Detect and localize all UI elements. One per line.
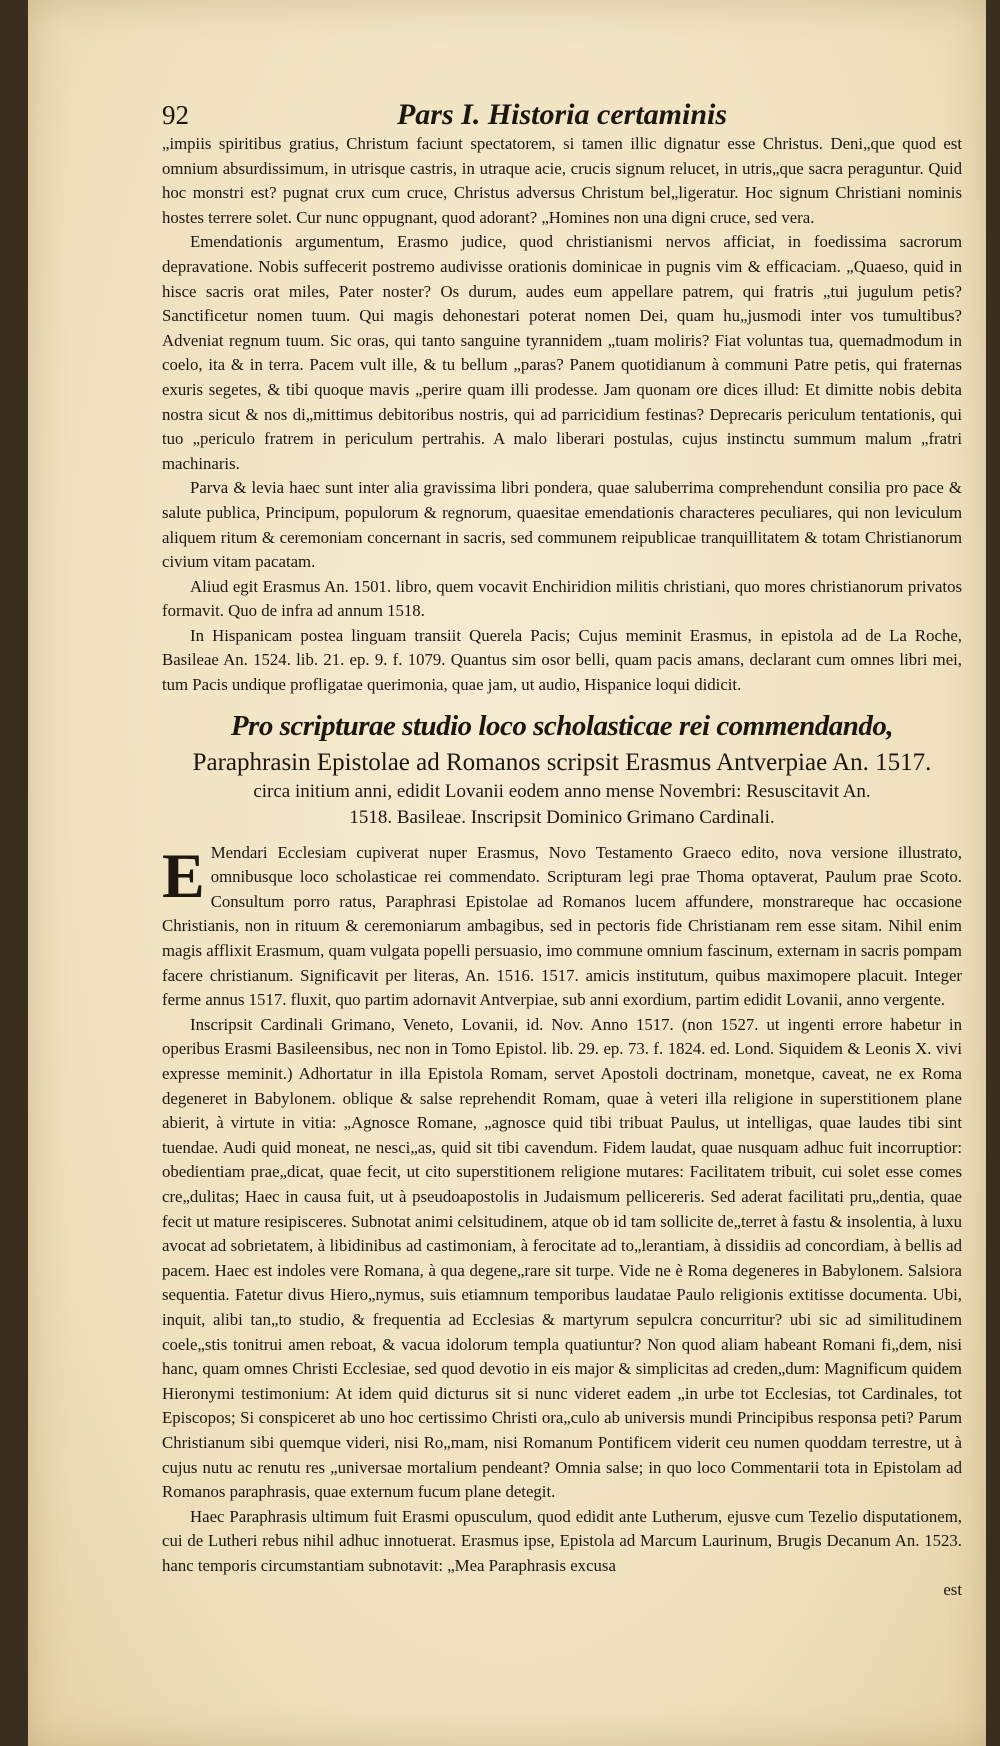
paragraph [162,841,962,1013]
section-heading: Pro scripturae studio loco scholasticae rei commendando, [230,709,894,742]
paragraph: Emendationis argumentum, Erasmo judice, quod christianismi nervos afficiat, in foedissima sacrorum depravatione. Nobis suffecerit postremo audivisse orationis dominicae in pugnis vim & efficaciam. „Quaeso, quid in hisce sacris orat miles, Pater noster? Os durum, audes eum appellare patrem, qui fratris „tui jugulum petis? Sanctificetur nomen tuum. Qui magis dehonestari poterat nomen Dei, quam hu„jusmodi inter vos tumultibus? Adveniat regnum tuum. Sic oras, qui tanto sanguine tyrannidem „tuam moliris? Fiat voluntas tua, quemadmodum in coelo, ita & in terra. Pacem vult ille, & tu bellum „paras? Panem quotidianum à communi Patre petis, qui fraternas exuris segetes, & tibi quoque mavis „perire quam illi prodesse. Jam quonam ore dices illud: Et dimitte nobis debita nostra sicut & nos di„mittimus debitoribus nostris, qui ad parricidium festinas? Deprecaris periculum tentationis, qui tuo „periculo fratrem in periculum pertrahis. A malo liberari postulas, cujus instinctu summum malum „fratri machinaris. [162,232,962,473]
heading-line: Paraphrasin Epistolae ad Romanos scripsit Erasmus Antverpiae An. 1517. [192,748,932,776]
book-page [28,0,986,1746]
paragraph: „impiis spiritibus gratius, Christum faciunt spectatorem, si tamen illic dignatur esse Christus. Deni„que quod est omnium absurdissimum, in utrisque castris, in utraque acie, crucis signum relucet, in utris„que sacra peraguntur. Quid hoc monstri est? pugnat crux cum cruce, Christus adversus Christum bel„ligeratur. Hoc signum Christiani nominis hostes terrere solet. Cur nunc oppugnant, quod adorant? „Homines non una digni cruce, sed vera. [162,134,962,227]
paragraph: Aliud egit Erasmus An. 1501. libro, quem vocavit Enchiridion militis christiani, quo mores christianorum privatos formavit. Quo de infra ad annum 1518. [162,576,962,621]
text-block [162,98,962,1600]
running-head-title: Pars I. Historia certaminis [396,98,728,131]
paragraph: In Hispanicam postea linguam transiit Querela Pacis; Cujus meminit Erasmus, in epistola ad de La Roche, Basileae An. 1524. lib. 21. ep. 9. f. 1079. Quantus sim osor belli, quam pacis amans, declarant cum omnes libri mei, tum Pacis undique profligatae querimonia, quae jam, ut audio, Hispanice loqui didicit. [162,625,962,695]
heading-line: 1518. Basileae. Inscripsit Dominico Grimano Cardinali. [349,806,775,828]
paragraph: Parva & levia haec sunt inter alia gravissima libri pondera, quae saluberrima comprehendunt consilia pro pace & salute publica, Principum, populorum & regnorum, quaesitae emendationis characteres peculiares, qui non leviculum aliquem ritum & ceremoniam concernant in sacris, sed communem reipublicae tranquillitatem & totam Christianorum civium vitam pacatam. [162,478,962,572]
paragraph-text: Mendari Ecclesiam cupiverat nuper Erasmus, Novo Testamento Graeco edito, nova versione illustrato, omnibusque loco scholasticae rei commendato. Scripturam legi prae Thoma optaverat, Paulum prae Scoto. Consultum porro ratus, Paraphrasi Epistolae ad Romanos lucem affundere, monstrareque hac occasione Christianis, non in rituum & ceremoniarum ambagibus, sed in pectoris fide Christianam rem esse sitam. Nihil enim magis afflixit Erasmum, quam vulgata popelli persuasio, imo commune omnium fascinum, externam in sacris pompam facere christianum. Significavit per literas, An. 1516. 1517. amicis institutum, quibus maximopere placuit. Integer ferme annus 1517. fluxit, quo partim adornavit Antverpiae, sub anni exordium, partim edidit Lovanii, anno vergente. [162,842,962,1010]
paragraph: Haec Paraphrasis ultimum fuit Erasmi opusculum, quod edidit ante Lutherum, ejusve cum Tezelio disputationem, cui de Lutheri rebus nihil adhuc innotuerat. Erasmus ipse, Epistola ad Marcum Laurinum, Brugis Decanum An. 1523. hanc temporis circumstantiam subnotavit: „Mea Paraphrasis excusa [162,1506,962,1575]
page-number: 92 [162,100,189,130]
drop-cap: E [162,839,205,911]
paragraph: Inscripsit Cardinali Grimano, Veneto, Lovanii, id. Nov. Anno 1517. (non 1527. ut ingenti errore habetur in operibus Erasmi Basileensibus, nec non in Tomo Epistol. lib. 29. ep. 73. f. 1824. ed. Lond. Siquidem & Leonis X. vivi expresse meminit.) Adhortatur in illa Epistola Romam, servet Apostoli doctrinam, monetque, caveat, ne ex Roma degeneret in Babylonem. oblique & salse reprehendit Romam, quae à veteri illa religione in superstitionem plane abierit, à virtute in vitia: „Agnosce Romane, „agnosce quid tibi tribuat Paulus, ut intelligas, quae laudes tibi sint tuendae. Audi quid moneat, ne nesci„as, quid sit tibi cavendum. Fidem laudat, quae nusquam adhuc fuit incorruptior: obedientiam prae„dicat, quae fecit, ut cito superstitionem religione mutares: Facilitatem tribuit, cui solet esse comes cre„dulitas; Haec in causa fuit, ut à pseudoapostolis in Judaismum pellicereris. Sed aderat facilitati pru„dentia, quae fecit ut mature resipisceres. Subnotat animi celsitudinem, atque ob id tam sollicite de„terret à fastu & insolentia, à luxu avocat ad sobrietatem, à libidinibus ad castimoniam, à ferocitate ad to„lerantiam, à dissidiis ad concordiam, à bellis ad pacem. Haec est indoles vere Romana, à qua degene„rare sit turpe. Vide ne è Roma degeneres in Babylonem. Salsiora sequentia. Fatetur divus Hiero„nymus, suis etiamnum temporibus laudatae Paulo religionis extitisse documenta. Ubi, inquit, alibi tan„to studio, & frequentia ad Ecclesias & martyrum sepulcra concurritur? ubi sic ad similitudinem coele„stis tonitrui amen reboat, & vacua idolorum templa quatiuntur? Non quod aliam habeant Romani fi„dem, nisi hanc, quam omnes Christi Ecclesiae, sed quod devotio in eis major & simplicitas ad creden„dum: Magnificum quidem Hieronymi testimonium: At idem quid dicturus sit si nunc videret eadem „in urbe tot Ecclesias, tot Cardinales, tot Episcopos; Si conspiceret ab uno hoc certissimo Christi ora„culo ab universis mundi Principibus responsa peti? Parum Christianum sibi quemque videri, nisi Ro„mam, nisi Romanum Pontificem viderit ceu numen quoddam terrestre, ut à cujus nutu ac renutu res „universae mortalium pendeant? Omnia salse; in quo loco Commentarii tota in Epistolam ad Romanos paraphrasis, quae externum fucum plane detegit. [162,1014,962,1502]
heading-line: circa initium anni, edidit Lovanii eodem anno mense Novembri: Resuscitavit An. [253,780,871,802]
running-head [162,98,962,132]
catchword: est [943,1580,962,1600]
